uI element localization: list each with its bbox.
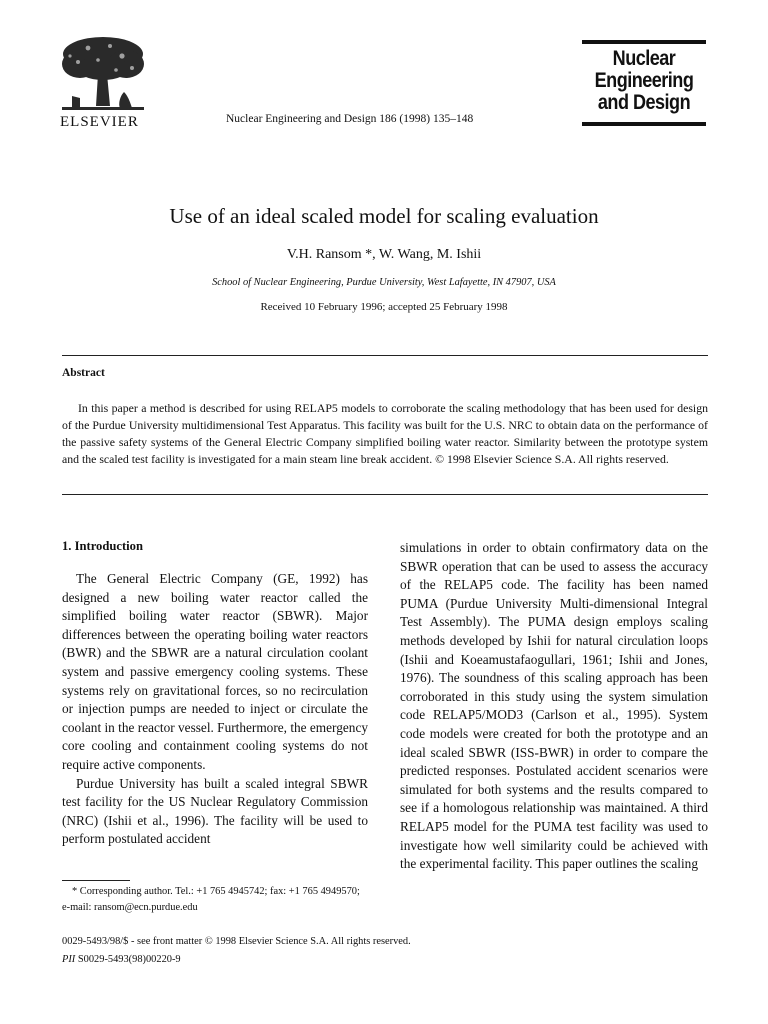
paper-title: Use of an ideal scaled model for scaling evaluation (169, 204, 599, 228)
abstract-bottom-rule (62, 494, 708, 495)
paragraph: The General Electric Company (GE, 1992) has designed a new boiling water reactor called the simplified boiling water reactor (SBWR). Major differences between the operating boiling water reactors (BWR) and the SBWR are a natural circulation coolant system and passive emergency cooling systems. These systems rely on gravitational forces, so no recirculation or injection pumps are needed to inject or circulate the coolant in the reactor vessel. Furthermore, the emergency core cooling and containment cooling systems do not require active components. (62, 571, 368, 772)
section-heading-introduction: 1. Introduction (62, 539, 143, 553)
journal-brand-bottom-rule (582, 122, 706, 126)
pii-label: PII (62, 954, 76, 965)
journal-brand-line-1: Nuclear (612, 47, 676, 70)
journal-brand (582, 40, 706, 126)
left-column (62, 570, 368, 849)
affiliation: School of Nuclear Engineering, Purdue University, West Lafayette, IN 47907, USA (212, 277, 556, 288)
journal-reference: Nuclear Engineering and Design 186 (1998) 135–148 (226, 113, 474, 125)
pii-line (62, 954, 181, 965)
abstract-top-rule (62, 355, 708, 356)
pii-value: S0029-5493(98)00220-9 (75, 954, 181, 965)
journal-brand-line-2: Engineering (594, 69, 694, 92)
paragraph: Purdue University has built a scaled integral SBWR test facility for the US Nuclear Regulatory Commission (NRC) (Ishii et al., 1996). The facility will be used to perform postulated accident (62, 775, 368, 847)
front-matter-line: 0029-5493/98/$ - see front matter © 1998 Elsevier Science S.A. All rights reserved. (62, 936, 411, 947)
right-column (400, 539, 708, 874)
journal-brand-line-3: and Design (597, 91, 691, 114)
abstract-heading: Abstract (62, 367, 105, 379)
publisher-name: ELSEVIER (60, 114, 139, 130)
authors: V.H. Ransom *, W. Wang, M. Ishii (286, 247, 482, 262)
paragraph: simulations in order to obtain confirmatory data on the SBWR operation that can be used to assess the accuracy of the RELAP5 code. The facility has been named PUMA (Purdue University Multi-dimensional Integral Test Assembly). The PUMA design employs scaling methods developed by Ishii for natural circulation loops (Ishii and Koeamustafaogullari, 1961; Ishii and Jones, 1976). The soundness of this scaling approach has been corroborated in this study using the system simulation code RELAP5/MOD3 (Carlson et al., 1995). System code models were created for both the prototype and an ideal scaled SBWR (ISS-BWR) in order to compare the predicted responses. Postulated accident scenarios were simulated for both systems and the results compared to see if a homologous relationship was maintained. A third RELAP5 model for the PUMA test facility was used to investigate how well similarity could be achieved with the experimental facility. This paper outlines the scaling (400, 540, 708, 872)
received-dates: Received 10 February 1996; accepted 25 February 1998 (260, 301, 508, 313)
corresponding-author-footnote: * Corresponding author. Tel.: +1 765 4945742; fax: +1 765 4949570; e-mail: ransom@ecn.purdue.edu (62, 886, 360, 913)
abstract-text: In this paper a method is described for using RELAP5 models to corroborate the scaling methodology that has been used for design of the Purdue University multidimensional Test Apparatus. This facility was built for the U.S. NRC to obtain data on the performance of the passive safety systems of the General Electric Company simplified boiling water reactor. Similarity between the prototype system and the scaled test facility is investigated for a main steam line break accident. © 1998 Elsevier Science S.A. All rights reserved. (62, 401, 708, 466)
footnote-rule (62, 880, 130, 881)
